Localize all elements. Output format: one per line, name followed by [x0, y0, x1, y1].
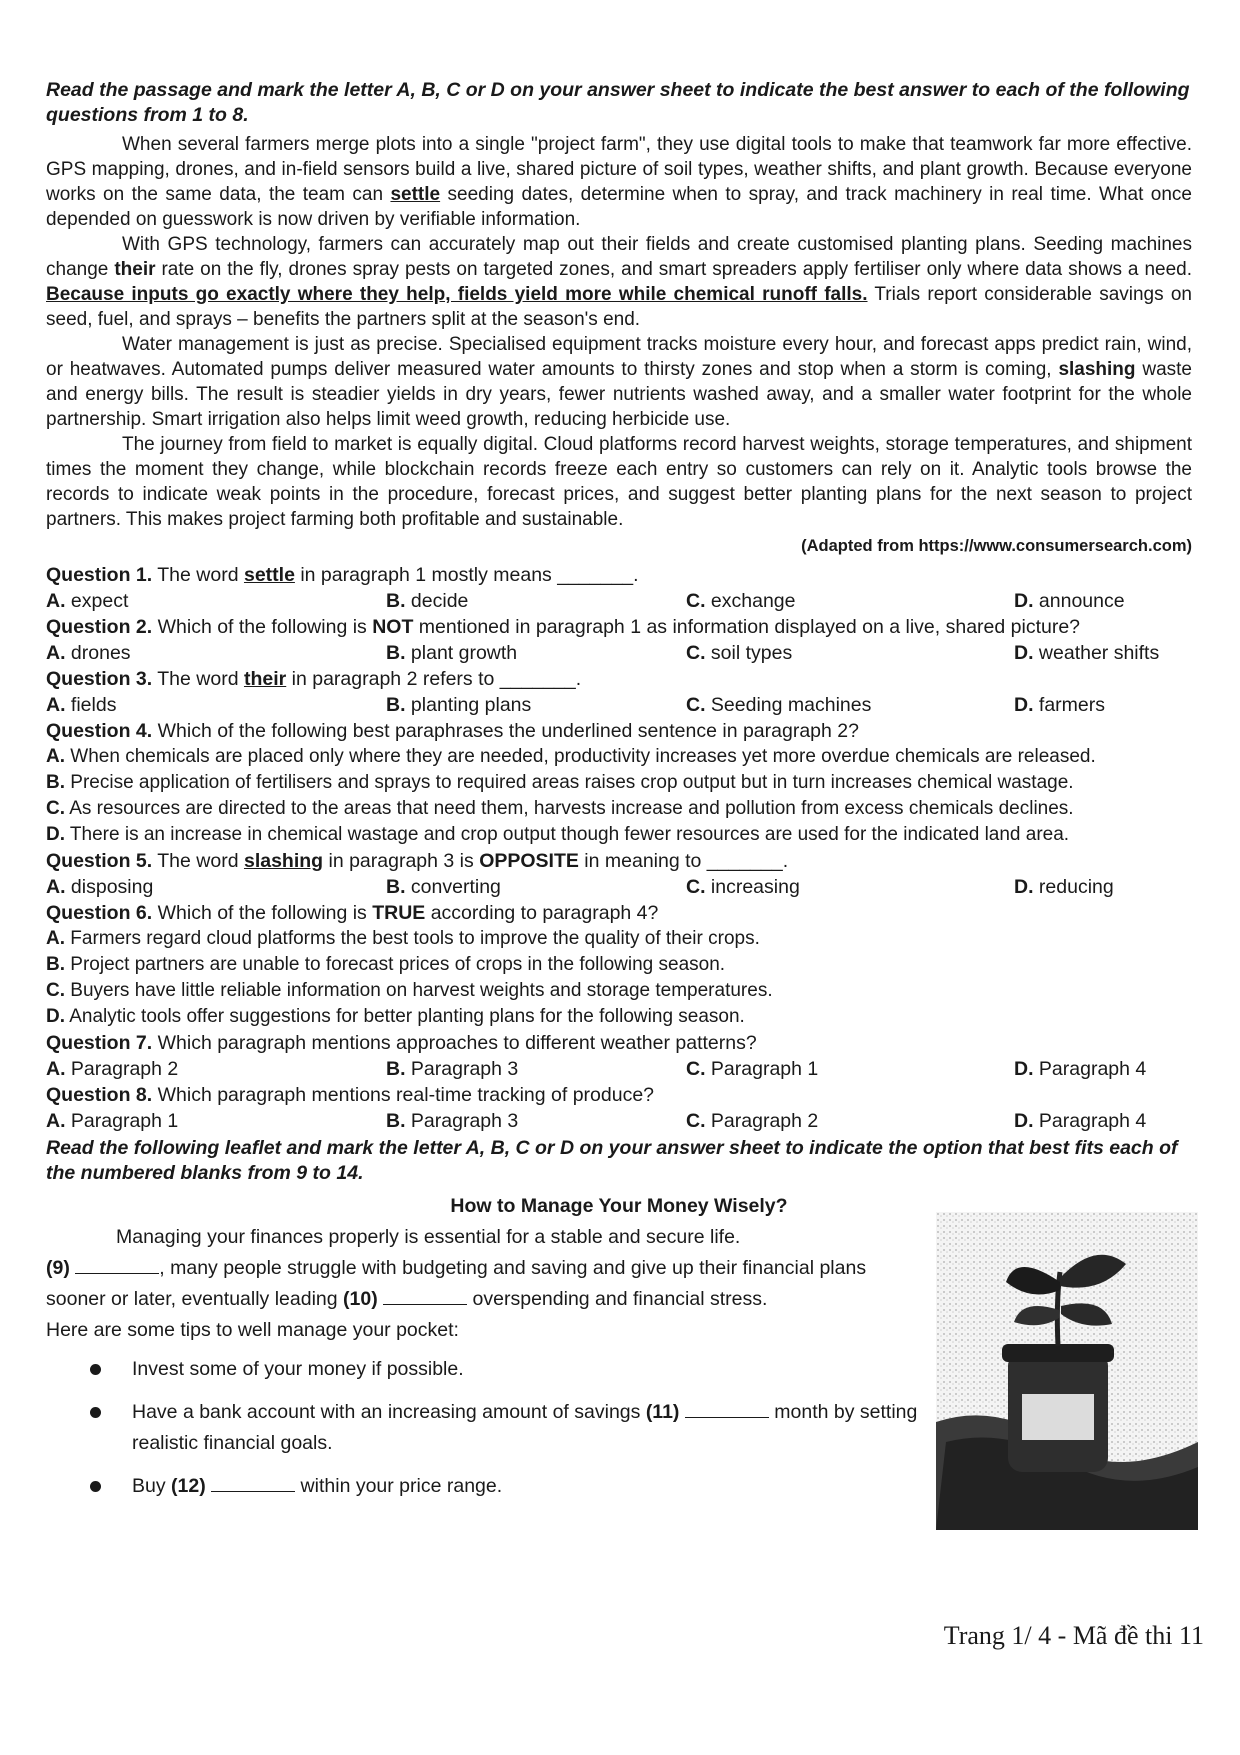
question-list: [46, 562, 1192, 1134]
leaflet-line-2: (9) , many people struggle with budgeting and saving and give up their financial plans sooner or later, eventually leading (10) overspending and financial stress.: [46, 1257, 867, 1310]
source-citation: (Adapted from https://www.consumersearch.com): [801, 537, 1192, 555]
tip-1: Invest some of your money if possible.: [46, 1354, 926, 1385]
leaflet: [46, 1222, 1192, 1502]
bullet-icon: [90, 1407, 101, 1418]
word-slashing: slashing: [1058, 359, 1136, 380]
option-d: D. Paragraph 4: [1014, 1110, 1147, 1132]
option-d: D. reducing: [1014, 876, 1114, 898]
bullet-icon: [90, 1364, 101, 1375]
option-a: A. fields: [46, 694, 117, 716]
plant-jar-image: [936, 1212, 1198, 1530]
option-c: C. exchange: [686, 590, 796, 612]
tips-list: [46, 1354, 926, 1502]
leaflet-instruction: Read the following leaflet and mark the letter A, B, C or D on your answer sheet to indicate the option that best fits each of the numbered blanks from 9 to 14.: [46, 1137, 1178, 1184]
question-7-options: [46, 1056, 1192, 1082]
question-3-options: [46, 692, 1192, 718]
paragraph-3: Water management is just as precise. Specialised equipment tracks moisture every hour, and forecast apps predict rain, wind, or heatwaves. Automated pumps deliver measured water amounts to thirsty zones and stop when a storm is coming, slashing waste and energy bills. The result is steadier yields in dry years, fewer nutrients washed away, and a smaller water footprint for the whole partnership. Smart irrigation also helps limit weed growth, reducing herbicide use.: [46, 334, 1192, 430]
question-5-options: [46, 874, 1192, 900]
blank-9: [75, 1257, 159, 1274]
question-8-options: [46, 1108, 1192, 1134]
option-c: C. soil types: [686, 642, 793, 664]
leaflet-intro: Managing your finances properly is essential for a stable and secure life.: [116, 1226, 741, 1248]
page-footer: Trang 1/ 4 - Mã đề thi 11: [943, 1621, 1204, 1650]
question-5-stem: Question 5. The word slashing in paragraph 3 is OPPOSITE in meaning to _______.: [46, 850, 789, 872]
option-b: B. converting: [386, 876, 501, 898]
question-6-stem: Question 6. Which of the following is TRUE according to paragraph 4?: [46, 902, 659, 924]
word-settle: settle: [390, 184, 441, 205]
option-a: A. When chemicals are placed only where they are needed, productivity increases yet more overdue chemicals are released.: [46, 746, 1096, 767]
question-2-options: [46, 640, 1192, 666]
option-b: B. Precise application of fertilisers and sprays to required areas raises crop output but in turn increases chemical wastage.: [46, 772, 1074, 793]
question-8-stem: Question 8. Which paragraph mentions real-time tracking of produce?: [46, 1084, 655, 1106]
option-b: B. Project partners are unable to forecast prices of crops in the following season.: [46, 954, 726, 975]
paragraph-4: The journey from field to market is equally digital. Cloud platforms record harvest weights, storage temperatures, and shipment times the moment they change, while blockchain records freeze each entry so customers can rely on it. Analytic tools browse the records to indicate weak points in the procedure, forecast prices, and suggest better planting plans for the next season to project partners. This makes project farming both profitable and sustainable.: [46, 434, 1192, 530]
question-3-stem: Question 3. The word their in paragraph 2 refers to _______.: [46, 668, 582, 690]
option-a: A. drones: [46, 642, 131, 664]
tip-2: Have a bank account with an increasing amount of savings (11) month by setting realistic financial goals.: [46, 1397, 926, 1459]
option-a: A. disposing: [46, 876, 154, 898]
option-c: C. Buyers have little reliable information on harvest weights and storage temperatures.: [46, 980, 773, 1001]
question-1-options: [46, 588, 1192, 614]
question-1-stem: Question 1. The word settle in paragraph 1 mostly means _______.: [46, 564, 639, 586]
tip-3: Buy (12) within your price range.: [46, 1471, 926, 1502]
blank-10: [383, 1288, 467, 1305]
option-c: C. As resources are directed to the areas that need them, harvests increase and pollution from excess chemicals declines.: [46, 798, 1074, 819]
option-a: A. Paragraph 2: [46, 1058, 179, 1080]
question-6-options: [46, 926, 1192, 1030]
leaflet-line-3: Here are some tips to well manage your pocket:: [46, 1319, 459, 1341]
option-d: D. weather shifts: [1014, 642, 1160, 664]
question-4-options: [46, 744, 1192, 848]
option-c: C. increasing: [686, 876, 800, 898]
option-b: B. decide: [386, 590, 469, 612]
option-b: B. Paragraph 3: [386, 1058, 519, 1080]
option-d: D. There is an increase in chemical wastage and crop output though fewer resources are used for the indicated land area.: [46, 824, 1070, 845]
option-b: B. Paragraph 3: [386, 1110, 519, 1132]
option-d: D. Paragraph 4: [1014, 1058, 1147, 1080]
option-b: B. planting plans: [386, 694, 532, 716]
bullet-icon: [90, 1481, 101, 1492]
option-a: A. Farmers regard cloud platforms the best tools to improve the quality of their crops.: [46, 928, 760, 949]
question-7-stem: Question 7. Which paragraph mentions approaches to different weather patterns?: [46, 1032, 757, 1054]
option-d: D. announce: [1014, 590, 1125, 612]
option-d: D. farmers: [1014, 694, 1106, 716]
paragraph-1: When several farmers merge plots into a single "project farm", they use digital tools to make that teamwork far more effective. GPS mapping, drones, and in-field sensors build a live, shared picture of soil types, weather shifts, and plant growth. Because everyone works on the same data, the team can settle seeding dates, determine when to spray, and track machinery in real time. What once depended on guesswork is now driven by verifiable information.: [46, 134, 1192, 230]
question-2-stem: Question 2. Which of the following is NOT mentioned in paragraph 1 as information displayed on a live, shared picture?: [46, 616, 1081, 638]
underlined-sentence: Because inputs go exactly where they help, fields yield more while chemical runoff falls.: [46, 284, 868, 305]
option-a: A. expect: [46, 590, 129, 612]
word-their: their: [114, 259, 156, 280]
option-c: C. Paragraph 1: [686, 1058, 819, 1080]
blank-12: [211, 1475, 295, 1492]
option-b: B. plant growth: [386, 642, 518, 664]
option-a: A. Paragraph 1: [46, 1110, 179, 1132]
option-c: C. Paragraph 2: [686, 1110, 819, 1132]
option-c: C. Seeding machines: [686, 694, 872, 716]
paragraph-2: With GPS technology, farmers can accurately map out their fields and create customised planting plans. Seeding machines change their rate on the fly, drones spray pests on targeted zones, and smart spreaders apply fertiliser only where data shows a need. Because inputs go exactly where they help, fields yield more while chemical runoff falls. Trials report considerable savings on seed, fuel, and sprays – benefits the partners split at the season's end.: [46, 234, 1192, 330]
reading-instruction: Read the passage and mark the letter A, B, C or D on your answer sheet to indicate the best answer to each of the following questions from 1 to 8.: [46, 79, 1190, 126]
question-4-stem: Question 4. Which of the following best paraphrases the underlined sentence in paragraph 2?: [46, 720, 859, 742]
leaflet-title: How to Manage Your Money Wisely?: [450, 1195, 788, 1217]
option-d: D. Analytic tools offer suggestions for better planting plans for the following season.: [46, 1006, 745, 1027]
blank-11: [685, 1401, 769, 1418]
